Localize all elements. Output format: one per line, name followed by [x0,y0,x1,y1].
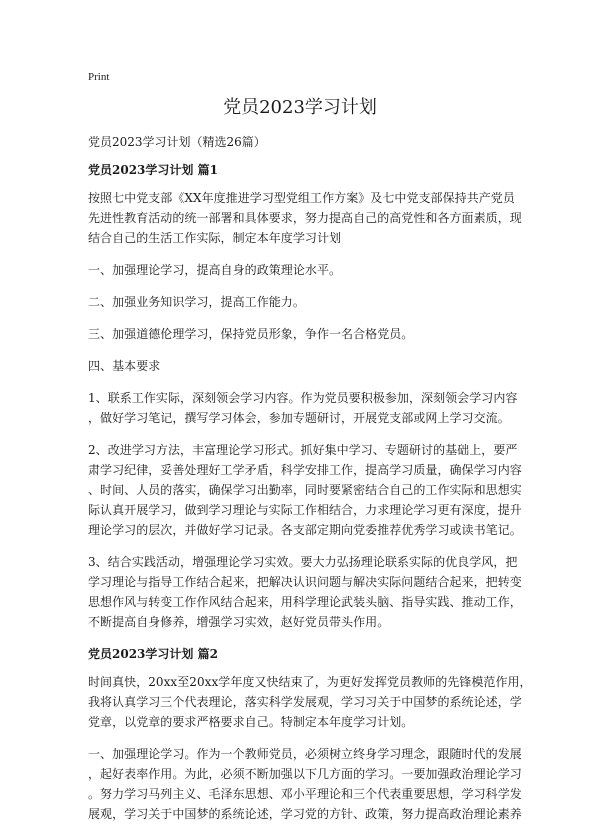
document-subtitle: 党员2023学习计划（精选26篇） [88,135,266,149]
paragraph-line: 展观，学习关于中国梦的系统论述，学习党的方针、政策，努力提高政治理论素养 [88,807,522,821]
paragraph-line: 学习理论与指导工作结合起来，把解决认识问题与解决实际问题结合起来，把转变 [88,575,522,589]
paragraph-line: 1、联系工作实际，深刻领会学习内容。作为党员要积极参加，深刻领会学习内容 [88,391,518,405]
section-heading-1: 党员2023学习计划 篇1 [88,163,218,177]
paragraph [88,188,522,248]
paragraph-line: 我将认真学习三个代表理论，落实科学发展观，学习习关于中国梦的系统论述，学 [88,695,522,709]
paragraph-line: 一、加强理论学习。作为一个教师党员，必须树立终身学习理念，跟随时代的发展 [88,747,522,761]
paragraph [88,356,518,376]
section-body-2 [88,672,532,824]
paragraph [88,260,518,280]
paragraph-line: 四、基本要求 [88,359,161,373]
paragraph-line: 、时间、人员的落实，确保学习出勤率，同时要紧密结合自己的工作实际和思想实 [88,483,522,497]
paragraph-line: 际认真开展学习，做到学习理论与实际工作相结合，力求理论学习更有深度，提升 [88,503,522,517]
paragraph-line: 思想作风与转变工作作风结合起来，用科学理论武装头脑、指导实践、推动工作， [88,595,522,609]
paragraph-line: 不断提高自身修养，增强学习实效，赵好党员带头作用。 [88,615,390,629]
paragraph [88,552,522,632]
paragraph-line: 一、加强理论学习，提高自身的政策理论水平。 [88,263,342,277]
paragraph-line: 2、改进学习方法，丰富理论学习形式。抓好集中学习、专题研讨的基础上，要严 [88,443,518,457]
paragraph-line: 肃学习纪律，妥善处理好工学矛盾，科学安排工作，提高学习质量，确保学习内容 [88,463,522,477]
paragraph [88,324,518,344]
paragraph [88,672,532,732]
paragraph-line: 二、加强业务知识学习，提高工作能力。 [88,295,305,309]
paragraph-line: 。努力学习马列主义、毛泽东思想、邓小平理论和三个代表重要思想，学习科学发 [88,787,522,801]
paragraph-line: 结合自己的生活工作实际，制定本年度学习计划 [88,231,342,245]
paragraph [88,440,522,540]
paragraph-line: ，起好表率作用。为此，必须不断加强以下几方面的学习。一要加强政治理论学习 [88,767,522,781]
paragraph-line: 党章，以党章的要求严格要求自己。特制定本年度学习计划。 [88,715,414,729]
paragraph-line: 三、加强道德伦理学习，保持党员形象，争作一名合格党员。 [88,327,414,341]
paragraph [88,292,518,312]
paragraph-line: 3、结合实践活动，增强理论学习实效。要大力弘扬理论联系实际的优良学风，把 [88,555,518,569]
section-body-1 [88,188,522,632]
section-heading-2: 党员2023学习计划 篇2 [88,647,218,661]
paragraph-line: 按照七中党支部《XX年度推进学习型党组工作方案》及七中党支部保持共产党员 [88,191,515,205]
print-label: Print [88,71,110,83]
paragraph-line: ，做好学习笔记，撰写学习体会，参加专题研讨，开展党支部或网上学习交流。 [88,411,510,425]
paragraph-line: 理论学习的层次，并做好学习记录。各支部定期向党委推荐优秀学习或读书笔记。 [88,523,522,537]
paragraph-line: 时间真快，20xx至20xx学年度又快结束了，为更好发挥党员教师的先锋模范作用， [88,675,532,689]
paragraph [88,388,518,428]
paragraph [88,744,522,824]
document-content [88,132,532,836]
paragraph-line: 先进性教育活动的统一部署和具体要求，努力提高自己的高党性和各方面素质，现 [88,211,522,225]
page-title: 党员2023学习计划 [223,97,377,118]
